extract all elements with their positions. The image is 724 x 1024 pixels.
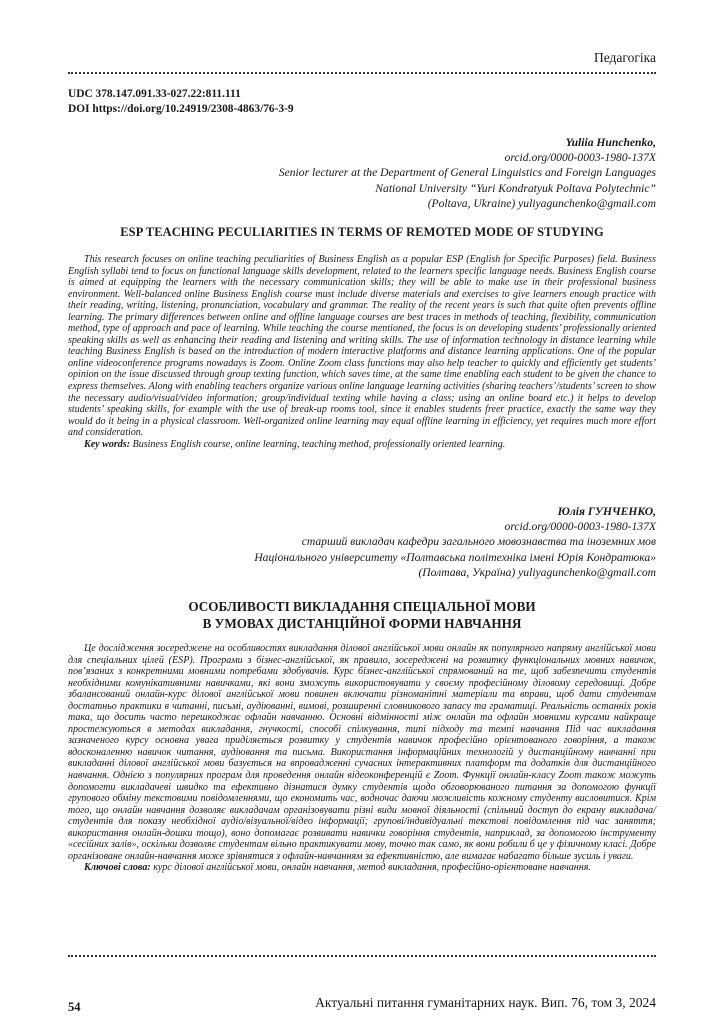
author-name-en: Yuliia Hunchenko, bbox=[565, 136, 656, 149]
article-title-en: ESP TEACHING PECULIARITIES IN TERMS OF REMOTED MODE OF STUDYING bbox=[120, 225, 604, 239]
abstract-text-en: This research focuses on online teaching peculiarities of Business English as a popular ESP (English for Specific Purposes) field. Business English syllabi tend to focus on functional language skills development, related to the learners specific language needs. Business English course is aimed at equipping the learners with the necessary communication skills; they will be able to make use in their professional business environment. Well-balanced online Business English course must include diverse materials and exercises to give learners enough practice with their reading, writing, listening, pronunciation, vocabulary and grammar. The reality of the recent years is such that quite often prevents offline learning. The primary differences between online and offline language courses are best traces in methods of teaching, flexibility, communication method, type of approach and pace of learning. While teaching the course mentioned, the focus is on developing students’ professionally oriented speaking skills as well as enhancing their reading and listening and writing skills. The use of information technology in distance learning while teaching Business English is based on the introduction of modern interactive platforms and distance learning applications. One of the popular online videoconference programs nowadays is Zoom. Online Zoom class functions may also help teacher to quickly and efficiently get students’ opinion on the issue discussed through group texting function, which saves time, at the same time enabling each student to be given the chance to express themselves. Along with enabling teachers organize various online language learning activities (sharing teachers’/students’ screen to show the necessary audio/visual/video information; group/individual texting while having a class; using an online board etc.) it helps to develop students’ speaking skills, for example with the use of break-up rooms tool, since it enables students freer practice, exactly the same way they would do it being in a physical classroom. Well-organized online learning may equal offline learning in efficiency, yet requires much more effort and consideration. bbox=[68, 254, 656, 439]
bottom-dotted-rule bbox=[68, 955, 656, 957]
author-position-ua: старший викладач кафедри загального мовознавства та іноземних мов bbox=[301, 535, 656, 549]
author-name-ua: Юлія ГУНЧЕНКО, bbox=[557, 505, 656, 518]
keywords-ua bbox=[68, 862, 656, 874]
author-position-en: Senior lecturer at the Department of General Linguistics and Foreign Languages bbox=[278, 166, 656, 180]
doi-link[interactable]: DOI https://doi.org/10.24919/2308-4863/76-3-9 bbox=[68, 102, 294, 115]
abstract-ua bbox=[68, 643, 656, 874]
author-university-en: National University “Yuri Kondratyuk Poltava Polytechnic” bbox=[375, 181, 656, 195]
author-location-email-en: (Poltava, Ukraine) yuliyagunchenko@gmail.com bbox=[427, 196, 656, 210]
running-head: Педагогіка bbox=[593, 50, 656, 65]
title-ua-line-1: ОСОБЛИВОСТІ ВИКЛАДАННЯ СПЕЦІАЛЬНОЇ МОВИ bbox=[188, 599, 536, 614]
keywords-label-ua: Ключові слова: bbox=[84, 862, 151, 874]
page-number: 54 bbox=[68, 1000, 81, 1014]
keywords-value-en: Business English course, online learning, teaching method, professionally oriented learning. bbox=[132, 438, 506, 450]
abstract-text-ua: Це дослідження зосереджене на особливостях викладання ділової англійської мови онлайн як популярного напряму англійської мови для спеціальних цілей (ESP). Програми з бізнес-англійської, як правило, зосереджені на розвитку функціональних мовних навичок, пов’язаних з конкретними мовними потребами здобувачів. Курс бізнес-англійської спрямований на те, щоб забезпечити студентів необхідними комунікативними навичками, які вони зможуть використовувати у своєму професійному діловому середовищі. Добре збалансований онлайн-курс ділової англійської мови повинен включати різноманітні матеріали та вправи, щоб дати студентам достатньо практики в читанні, письмі, аудіюванні, вимові, розширенні словникового запасу та граматиці. Реальність останніх років така, що досить часто перешкоджає офлайн навчанню. Основні відмінності між онлайн та офлайн мовними курсами найкраще простежуються в методах викладання, гнучкості, способі спілкування, типі підходу та темпі навчання Під час викладання зазначеного курсу основна увага приділяється розвитку у студентів навичок професійно орієнтованого говоріння, а також вдосконаленню навичок читання, аудіювання та письма. Використання інформаційних технологій у дистанційному навчанні при викладанні ділової англійської мови базується на впровадженні сучасних інтерактивних платформ та додатків для дистанційного навчання. Однією з популярних програм для проведення онлайн відеоконференцій є Zoom. Функції онлайн-класу Zoom також можуть допомогти викладачеві швидко та ефективно дізнатися думку студентів щодо обговорюваного питання за допомогою функції групового обміну текстовими повідомленнями, що економить час, водночас даючи можливість кожному студенту висловитися. Крім того, що онлайн навчання дозволяє викладачам організовувати різні види мовної діяльності (спільний доступ до екрану викладача/студентів для показу необхідної аудіо/візуальної/відео інформації; групові/індивідуальні текстові повідомлення під час заняття; використання онлайн-дошки тощо), воно допомагає розвивати навички говоріння студентів, наприклад, за допомогою інструменту «сесійних залів», оскільки дозволяє студентам вільно практикувати мову, точно так само, як вони робили б це у фізичному класі. Добре організоване онлайн-навчання може зрівнятися з офлайн-навчанням за ефективністю, але вимагає набагато більше зусиль і уваги. bbox=[68, 643, 656, 862]
keywords-label-en: Key words: bbox=[84, 438, 131, 450]
title-ua-line-2: В УМОВАХ ДИСТАНЦІЙНОЇ ФОРМИ НАВЧАННЯ bbox=[202, 616, 522, 631]
keywords-value-ua: курс ділової англійської мови, онлайн навчання, метод викладання, професійно-орієнтоване навчання. bbox=[153, 862, 591, 874]
abstract-en bbox=[68, 254, 656, 450]
author-location-email-ua: (Полтава, Україна) yuliyagunchenko@gmail.com bbox=[418, 565, 656, 579]
top-dotted-rule bbox=[68, 72, 656, 74]
article-title-ua bbox=[68, 598, 656, 632]
author-orcid-ua[interactable]: orcid.org/0000-0003-1980-137X bbox=[504, 520, 656, 534]
article-identifiers bbox=[68, 87, 294, 116]
journal-citation: Актуальні питання гуманітарних наук. Вип. 76, том 3, 2024 bbox=[315, 995, 656, 1010]
author-orcid-en[interactable]: orcid.org/0000-0003-1980-137X bbox=[504, 151, 656, 165]
keywords-en bbox=[68, 439, 656, 451]
author-university-ua: Національного університету «Полтавська політехніка імені Юрія Кондратюка» bbox=[254, 550, 656, 564]
author-block-ua bbox=[56, 504, 656, 580]
udc-code: UDC 378.147.091.33-027.22:811.111 bbox=[68, 88, 241, 100]
author-block-en bbox=[56, 135, 656, 211]
